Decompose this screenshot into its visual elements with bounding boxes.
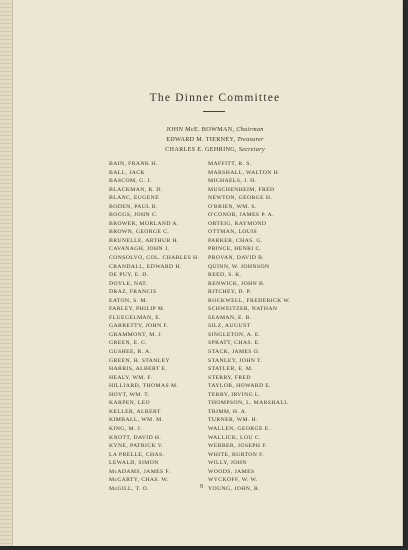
member-name: MARSHALL, WALTON H. bbox=[208, 169, 280, 176]
member-name: DOYLE, NAT. bbox=[109, 280, 148, 287]
member-name: HEALY, WM. F. bbox=[109, 374, 153, 381]
member-name: ROCKWELL, FREDERICK W. bbox=[208, 297, 291, 304]
member-name: O'BRIEN, WM. S. bbox=[208, 203, 257, 210]
binding-edge bbox=[12, 0, 13, 546]
member-name: MAFFITT, R. S. bbox=[208, 161, 252, 167]
members-column-left bbox=[109, 160, 199, 493]
member-name: WILLY, JOHN bbox=[208, 460, 247, 467]
member-name: FARLEY, PHILIP M. bbox=[109, 306, 165, 313]
member-name: GUSHEE, R. A. bbox=[109, 349, 152, 356]
member-name: DE PUY, E. D. bbox=[109, 272, 149, 279]
member-name: LA PRELLE, CHAS. bbox=[109, 451, 165, 458]
member-name: ORTEIG, RAYMOND bbox=[208, 220, 267, 227]
member-name: CONSOLVO, COL. CHARLES H. bbox=[109, 255, 200, 262]
member-name: STATLER, E. M. bbox=[208, 366, 254, 373]
member-name: HARRIS, ALBERT E. bbox=[109, 366, 168, 373]
member-name: CRANDALL, EDWARD H. bbox=[109, 263, 182, 270]
member-name: GREEN, E. C. bbox=[109, 340, 148, 347]
member-name: WALLICK, LOU C. bbox=[208, 434, 261, 441]
member-name: OTTMAN, LOUIS bbox=[208, 229, 258, 236]
member-name: McGILL, T. O. bbox=[109, 485, 149, 492]
members-column-right bbox=[208, 160, 290, 493]
member-name: REED, S. K. bbox=[208, 272, 242, 279]
member-name: HILLIARD, THOMAS M. bbox=[109, 383, 179, 390]
member-name: TAYLOR, HOWARD E. bbox=[208, 383, 272, 390]
member-name: McADAMS, JAMES F. bbox=[109, 468, 171, 475]
member-name: TERRY, IRVING L. bbox=[208, 391, 261, 398]
officer-role: Secretary bbox=[238, 146, 265, 153]
officer-role: Chairman bbox=[236, 126, 264, 133]
member-name: LEWALD, SIMON bbox=[109, 460, 159, 467]
member-name: KNOTT, DAVID H. bbox=[109, 434, 162, 441]
page-number: 9 bbox=[200, 484, 204, 490]
officer-name: JOHN McE. BOWMAN, bbox=[166, 126, 235, 133]
member-name: SPRATT, CHAS. E. bbox=[208, 340, 261, 347]
member-name: WYCKOFF, W. W. bbox=[208, 477, 258, 484]
member-name: STACK, JAMES O. bbox=[208, 349, 260, 356]
member-name: WALLEN, GEORGE E. bbox=[208, 425, 271, 432]
member-name: FLUEGELMAN, E. bbox=[109, 314, 161, 321]
member-name: BLANC, EUGENE bbox=[109, 195, 160, 202]
member-name: PROVAN, DAVID B. bbox=[208, 255, 265, 262]
member-name: BASCOM, G. J. bbox=[109, 178, 152, 185]
member-name: TURNER, WM. H. bbox=[208, 417, 258, 424]
member-name: MICHAELS, J. H. bbox=[208, 178, 257, 185]
officer-name: CHARLES E. GEHRING, bbox=[165, 146, 237, 153]
member-name: BAIN, FRANK H. bbox=[109, 161, 158, 167]
member-name: KARPEN, LEO bbox=[109, 400, 151, 407]
member-name: DRAZ, FRANCIS bbox=[109, 289, 157, 296]
member-name: STERRY, FRED bbox=[208, 374, 251, 381]
member-name: TRIMM, H. A. bbox=[208, 408, 248, 415]
member-name: CAVANAGH, JOHN J. bbox=[109, 246, 170, 253]
member-name: KYNE, PATRICK V. bbox=[109, 443, 164, 450]
member-name: BALL, JACK bbox=[109, 169, 145, 176]
member-name: GRAMMONT, M. J. bbox=[109, 331, 163, 338]
member-name: SEAMAN, E. B. bbox=[208, 314, 252, 321]
member-name: SILZ, AUGUST bbox=[208, 323, 251, 330]
member-name: THOMPSON, L. MARSHALL bbox=[208, 400, 289, 407]
officer-role: Treasurer bbox=[237, 136, 264, 143]
member-name: WHITE, BURTON F. bbox=[208, 451, 265, 458]
member-name: RITCHEY, D. P. bbox=[208, 289, 252, 296]
member-name: BROWER, MORLAND A. bbox=[109, 220, 179, 227]
member-name: McCARTY, CHAS. W. bbox=[109, 477, 169, 484]
member-name: SCHWEITZER, NATHAN bbox=[208, 306, 278, 313]
member-name: MUSCHENHEIM, FRED bbox=[208, 186, 275, 193]
member-name: PRINCE, HENRI C. bbox=[208, 246, 262, 253]
member-name: BLACKMAN, R. D. bbox=[109, 186, 163, 193]
member-name: O'CONOR, JAMES P. A. bbox=[208, 212, 274, 219]
member-name: SINGLETON, A. E. bbox=[208, 331, 261, 338]
member-name: PARKER, CHAS. G. bbox=[208, 237, 263, 244]
member-name: BOGGS, JOHN C. bbox=[109, 212, 158, 219]
binding-strip bbox=[0, 0, 12, 546]
member-name: GARRETTY, JOHN F. bbox=[109, 323, 169, 330]
member-name: NEWTON, GEORGE H. bbox=[208, 195, 273, 202]
member-name: STANLEY, JOHN T. bbox=[208, 357, 263, 364]
member-name: KING, M. J. bbox=[109, 425, 142, 432]
member-name: QUINN, W. JOHNSON bbox=[208, 263, 270, 270]
member-name: HOYT, WM. T. bbox=[109, 391, 150, 398]
member-name: BODEN, PAUL B. bbox=[109, 203, 158, 210]
page-title: The Dinner Committee bbox=[149, 92, 281, 104]
member-name: KELLER, ALBERT bbox=[109, 408, 161, 415]
member-name: WOODS, JAMES bbox=[208, 468, 255, 475]
member-name: WEBBER, JOSEPH F. bbox=[208, 443, 268, 450]
member-name: KIMBALL, WM. M. bbox=[109, 417, 164, 424]
member-name: BROWN, GEORGE C. bbox=[109, 229, 170, 236]
member-name: YOUNG, JOHN, R. bbox=[208, 485, 260, 492]
title-rule bbox=[203, 111, 225, 112]
officer-chairman bbox=[50, 126, 380, 133]
officer-name: EDWARD M. TIERNEY, bbox=[166, 136, 236, 143]
member-name: BRUNELLE, ARTHUR H. bbox=[109, 237, 179, 244]
member-name: RENWICK, JOHN B. bbox=[208, 280, 265, 287]
officer-secretary bbox=[50, 146, 380, 153]
member-name: GREEN, H. STANLEY bbox=[109, 357, 171, 364]
officer-treasurer bbox=[50, 136, 380, 143]
member-name: EATON, S. M. bbox=[109, 297, 148, 304]
